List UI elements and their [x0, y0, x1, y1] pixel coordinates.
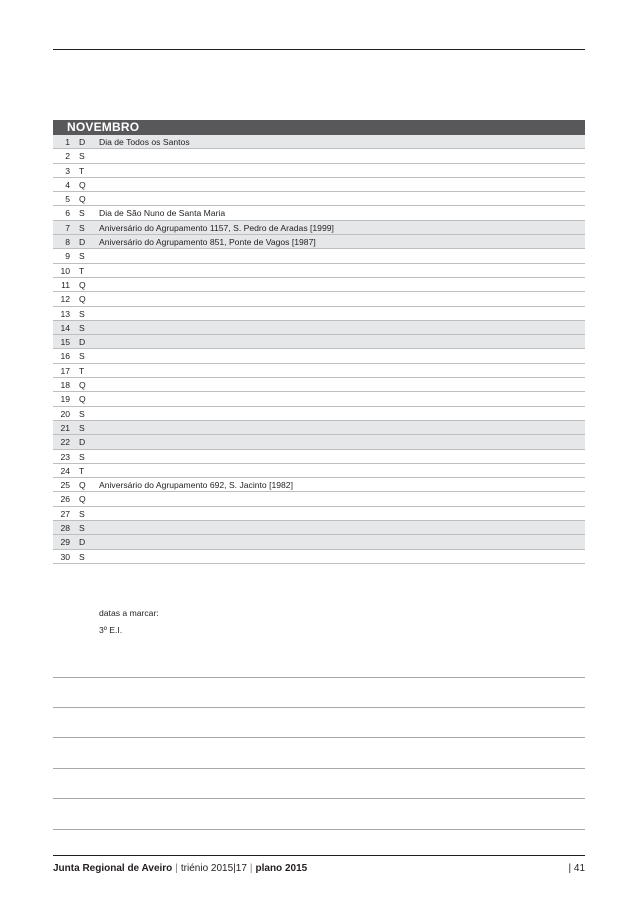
day-row	[53, 206, 585, 220]
day-weekday: Q	[79, 279, 86, 290]
day-number: 12	[60, 294, 70, 305]
day-number: 13	[60, 308, 70, 319]
day-row	[53, 178, 585, 192]
day-row	[53, 478, 585, 492]
day-weekday: D	[79, 437, 86, 448]
writing-line	[53, 829, 585, 830]
day-weekday: S	[79, 508, 85, 519]
day-row	[53, 307, 585, 321]
day-number: 21	[60, 422, 70, 433]
day-weekday: Q	[79, 480, 86, 491]
day-weekday: Q	[79, 194, 86, 205]
day-row	[53, 550, 585, 564]
day-number: 6	[65, 208, 70, 219]
day-row	[53, 349, 585, 363]
day-weekday: D	[79, 237, 86, 248]
day-number: 11	[61, 279, 70, 290]
footer-rule	[53, 855, 585, 856]
day-event: Dia de São Nuno de Santa Maria	[99, 208, 226, 219]
day-row	[53, 292, 585, 306]
writing-line	[53, 707, 585, 708]
day-row	[53, 521, 585, 535]
notes-item: 3º E.I.	[99, 625, 123, 635]
day-weekday: Q	[79, 294, 86, 305]
november-calendar	[53, 120, 585, 564]
day-number: 20	[60, 408, 70, 419]
day-weekday: Q	[79, 179, 86, 190]
day-number: 27	[60, 508, 70, 519]
day-row	[53, 364, 585, 378]
day-weekday: S	[79, 208, 85, 219]
notes-block	[99, 605, 159, 639]
day-row	[53, 407, 585, 421]
day-row	[53, 378, 585, 392]
day-row	[53, 492, 585, 506]
day-number: 26	[60, 494, 70, 505]
writing-line	[53, 737, 585, 738]
day-number: 16	[60, 351, 70, 362]
day-weekday: S	[79, 351, 85, 362]
day-weekday: S	[79, 322, 85, 333]
page-number: | 41	[568, 863, 585, 874]
day-weekday: S	[79, 451, 85, 462]
day-row	[53, 435, 585, 449]
day-weekday: D	[79, 537, 86, 548]
month-header: NOVEMBRO	[53, 120, 585, 135]
day-number: 22	[60, 437, 70, 448]
footer-separator: |	[175, 863, 178, 874]
day-row	[53, 335, 585, 349]
day-weekday: T	[79, 165, 85, 176]
day-number: 10	[60, 265, 70, 276]
day-weekday: S	[79, 151, 85, 162]
day-weekday: S	[79, 523, 85, 534]
day-number: 17	[60, 365, 70, 376]
day-number: 1	[65, 137, 70, 147]
top-rule	[53, 49, 585, 50]
day-weekday: S	[79, 408, 85, 419]
day-row	[53, 321, 585, 335]
day-rows	[53, 135, 585, 564]
writing-line	[53, 677, 585, 678]
footer-plan: plano 2015	[255, 863, 308, 874]
day-weekday: D	[79, 337, 86, 348]
day-row	[53, 535, 585, 549]
day-weekday: S	[79, 251, 85, 262]
day-number: 9	[65, 251, 70, 262]
day-number: 14	[60, 322, 70, 333]
writing-line	[53, 768, 585, 769]
day-event: Aniversário do Agrupamento 692, S. Jacinto [1982]	[99, 480, 293, 491]
day-row	[53, 164, 585, 178]
footer	[53, 862, 585, 876]
footer-period: triénio 2015|17	[180, 863, 247, 874]
day-number: 19	[60, 394, 70, 405]
day-number: 5	[65, 194, 70, 205]
day-weekday: D	[79, 137, 86, 147]
notes-heading: datas a marcar:	[99, 608, 159, 618]
footer-separator: |	[249, 863, 253, 874]
day-number: 29	[60, 537, 70, 548]
day-weekday: T	[79, 265, 85, 276]
day-weekday: S	[79, 308, 85, 319]
day-number: 7	[65, 222, 70, 233]
day-row	[53, 421, 585, 435]
day-number: 3	[65, 165, 70, 176]
day-weekday: T	[79, 365, 85, 376]
day-number: 25	[60, 480, 70, 491]
day-row	[53, 507, 585, 521]
day-row	[53, 450, 585, 464]
day-row	[53, 278, 585, 292]
day-event: Aniversário do Agrupamento 1157, S. Pedro de Aradas [1999]	[99, 222, 334, 233]
day-row	[53, 192, 585, 206]
day-row	[53, 464, 585, 478]
day-row	[53, 135, 585, 149]
day-event: Aniversário do Agrupamento 851, Ponte de Vagos [1987]	[99, 237, 316, 248]
day-number: 4	[65, 179, 70, 190]
day-row	[53, 235, 585, 249]
day-row	[53, 221, 585, 235]
day-number: 15	[60, 337, 70, 348]
day-number: 28	[60, 523, 70, 534]
day-row	[53, 392, 585, 406]
day-number: 18	[60, 380, 70, 391]
day-weekday: T	[79, 465, 85, 476]
day-weekday: S	[79, 422, 85, 433]
day-weekday: Q	[79, 394, 86, 405]
day-weekday: Q	[79, 380, 86, 391]
writing-line	[53, 798, 585, 799]
day-row	[53, 149, 585, 163]
day-weekday: S	[79, 551, 85, 562]
day-weekday: S	[79, 222, 85, 233]
day-number: 24	[60, 465, 70, 476]
day-row	[53, 264, 585, 278]
day-event: Dia de Todos os Santos	[99, 137, 190, 147]
day-number: 23	[60, 451, 70, 462]
day-number: 30	[60, 551, 70, 562]
day-row	[53, 249, 585, 263]
footer-org: Junta Regional de Aveiro	[53, 863, 173, 874]
day-number: 8	[65, 237, 70, 248]
day-number: 2	[65, 151, 70, 162]
day-weekday: Q	[79, 494, 86, 505]
